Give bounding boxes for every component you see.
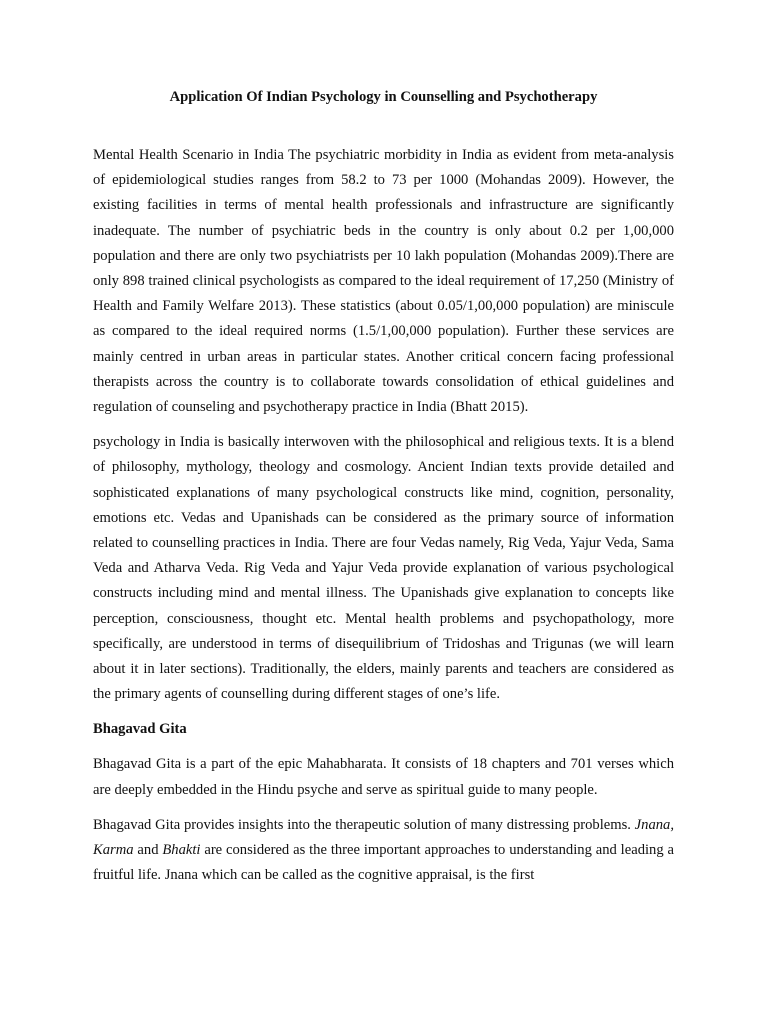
paragraph-indian-psychology: psychology in India is basically interwoven with the philosophical and religious texts. It is a blend of philosophy, mythology, theology and cosmology. Ancient Indian texts provide detailed and sophisticated explanations of many psychological constructs like mind, cognition, personality, emotions etc. Vedas and Upanishads can be considered as the primary source of information related to counselling practices in India. There are four Vedas namely, Rig Veda, Yajur Veda, Sama Veda and Atharva Veda. Rig Veda and Yajur Veda provide explanation of various psychological constructs including mind and mental illness. The Upanishads give explanation to concepts like perception, consciousness, thought etc. Mental health problems and psychopathology, more specifically, are understood in terms of disequilibrium of Tridoshas and Trigunas (we will learn about it in later sections). Traditionally, the elders, mainly parents and teachers are considered as the primary agents of counselling during different stages of one’s life.: [93, 434, 674, 703]
paragraph-bhagavad-insights: [93, 813, 674, 889]
document-title: Application Of Indian Psychology in Counselling and Psychotherapy: [169, 89, 598, 105]
paragraph-intro-text: Bhagavad Gita provides insights into the therapeutic solution of many distressing problems.: [93, 816, 635, 833]
paragraph-rest-text: are considered as the three important approaches to understanding and leading a fruitful life. Jnana which can be called as the cognitive appraisal, is the first: [93, 842, 674, 884]
document-body: [93, 86, 674, 898]
conjunction-and: and: [133, 842, 163, 859]
paragraph-bhagavad-intro: Bhagavad Gita is a part of the epic Mahabharata. It consists of 18 chapters and 701 verses which are deeply embedded in the Hindu psyche and serve as spiritual guide to many people.: [93, 756, 674, 798]
term-bhakti: Bhakti: [162, 842, 201, 859]
paragraph-mental-health-scenario: Mental Health Scenario in India The psychiatric morbidity in India as evident from meta-analysis of epidemiological studies ranges from 58.2 to 73 per 1000 (Mohandas 2009). However, the existing facilities in terms of mental health professionals and infrastructure are significantly inadequate. The number of psychiatric beds in the country is only about 0.2 per 1,00,000 population and there are only two psychiatrists per 10 lakh population (Mohandas 2009).There are only 898 trained clinical psychologists as compared to the ideal requirement of 17,250 (Ministry of Health and Family Welfare 2013). These statistics (about 0.05/1,00,000 population) are miniscule as compared to the ideal required norms (1.5/1,00,000 population). Further these services are mainly centred in urban areas in particular states. Another critical concern facing professional therapists across the country is to collaborate towards consolidation of ethical guidelines and regulation of counseling and psychotherapy practice in India (Bhatt 2015).: [93, 147, 674, 416]
term-jnana-karma: Jnana, Karma: [93, 816, 674, 859]
heading-bhagavad-gita: Bhagavad Gita: [93, 721, 187, 738]
